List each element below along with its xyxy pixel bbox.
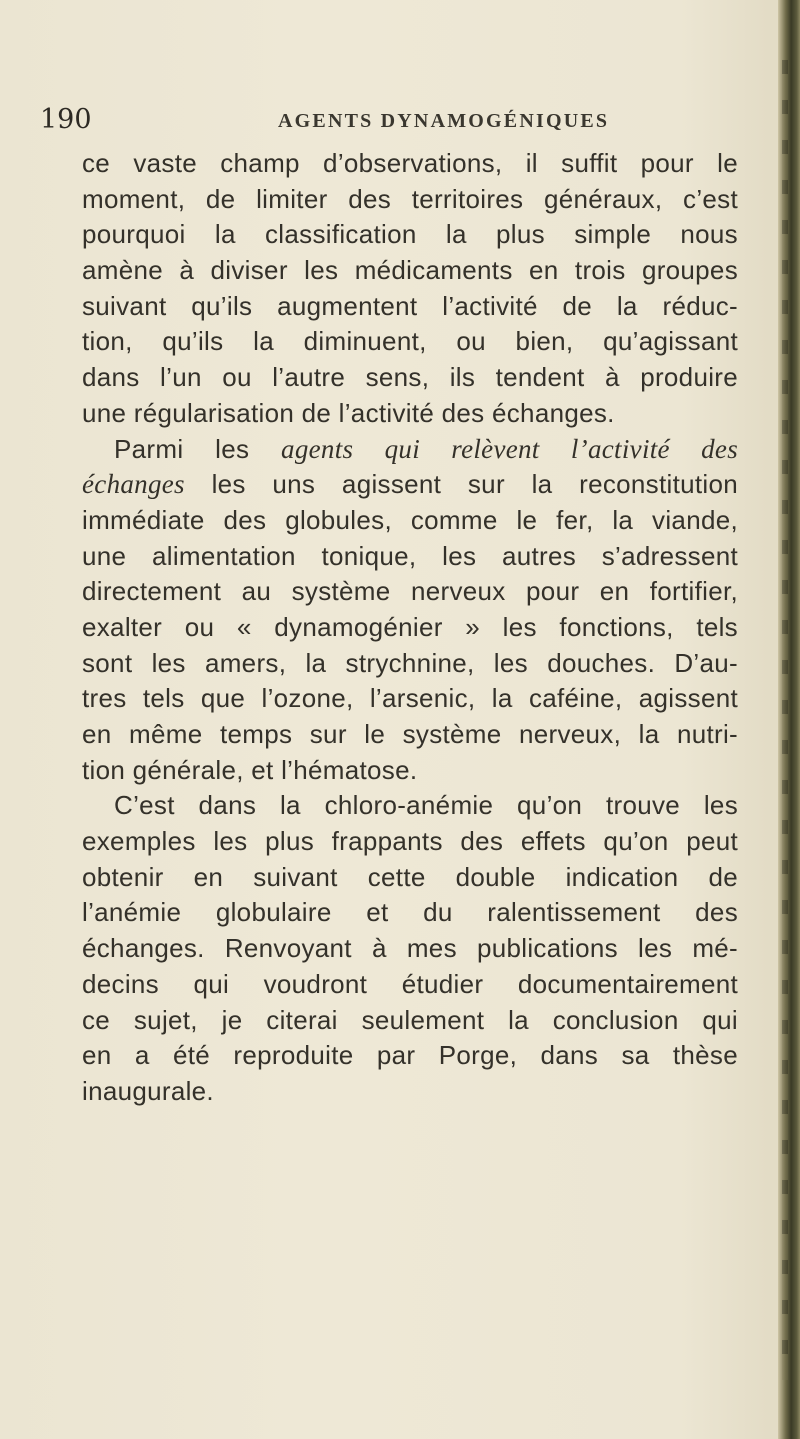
text-line: ce vaste champ d’observations, il suffit pour le bbox=[82, 148, 738, 178]
italic-phrase: agents qui relèvent l’activité des bbox=[281, 433, 738, 464]
text-line: une régularisation de l’activité des échanges. bbox=[82, 397, 615, 428]
text-line: dans l’un ou l’autre sens, ils tendent à produire bbox=[82, 362, 738, 393]
running-title: AGENTS DYNAMOGÉNIQUES bbox=[278, 110, 610, 132]
text-line: Parmi les agents qui relèvent l’activité des bbox=[114, 433, 738, 464]
text-line: tion, qu’ils la diminuent, ou bien, qu’agissant bbox=[82, 326, 738, 357]
text-line: obtenir en suivant cette double indication de bbox=[82, 861, 738, 892]
text-line: amène à diviser les médicaments en trois groupes bbox=[82, 255, 738, 286]
text-line: échanges les uns agissent sur la reconstitution bbox=[82, 469, 738, 500]
text-line: suivant qu’ils augmentent l’activité de la réduc- bbox=[82, 290, 738, 321]
text-line: decins qui voudront étudier documentairement bbox=[82, 968, 738, 999]
text-line: exalter ou « dynamogénier » les fonctions, tels bbox=[82, 611, 738, 642]
text-line: en même temps sur le système nerveux, la nutri- bbox=[82, 719, 738, 749]
body-text bbox=[82, 146, 738, 1110]
text-line: pourquoi la classification la plus simple nous bbox=[82, 219, 738, 250]
text-line: tion générale, et l’hématose. bbox=[82, 754, 418, 785]
text-line: ce sujet, je citerai seulement la conclusion qui bbox=[82, 1004, 738, 1035]
text-line: exemples les plus frappants des effets qu’on peut bbox=[82, 826, 738, 857]
text-line: immédiate des globules, comme le fer, la viande, bbox=[82, 504, 738, 535]
italic-phrase: échanges bbox=[82, 469, 185, 500]
text-line: tres tels que l’ozone, l’arsenic, la caféine, agissent bbox=[82, 683, 738, 714]
book-binding-edge bbox=[778, 0, 800, 1439]
text-line: C’est dans la chloro-anémie qu’on trouve les bbox=[114, 790, 738, 821]
text-line: directement au système nerveux pour en fortifier, bbox=[82, 576, 738, 607]
text-line: inaugurale. bbox=[82, 1075, 214, 1106]
text-line: une alimentation tonique, les autres s’adressent bbox=[82, 540, 738, 571]
text-line: sont les amers, la strychnine, les douches. D’au- bbox=[82, 647, 738, 678]
page-number: 190 bbox=[40, 104, 92, 135]
running-header bbox=[40, 104, 760, 140]
text-line: l’anémie globulaire et du ralentissement des bbox=[82, 897, 738, 928]
text-line: échanges. Renvoyant à mes publications les mé- bbox=[82, 933, 738, 964]
text-line: en a été reproduite par Porge, dans sa thèse bbox=[82, 1040, 738, 1071]
text-line: moment, de limiter des territoires généraux, c’est bbox=[82, 183, 738, 214]
